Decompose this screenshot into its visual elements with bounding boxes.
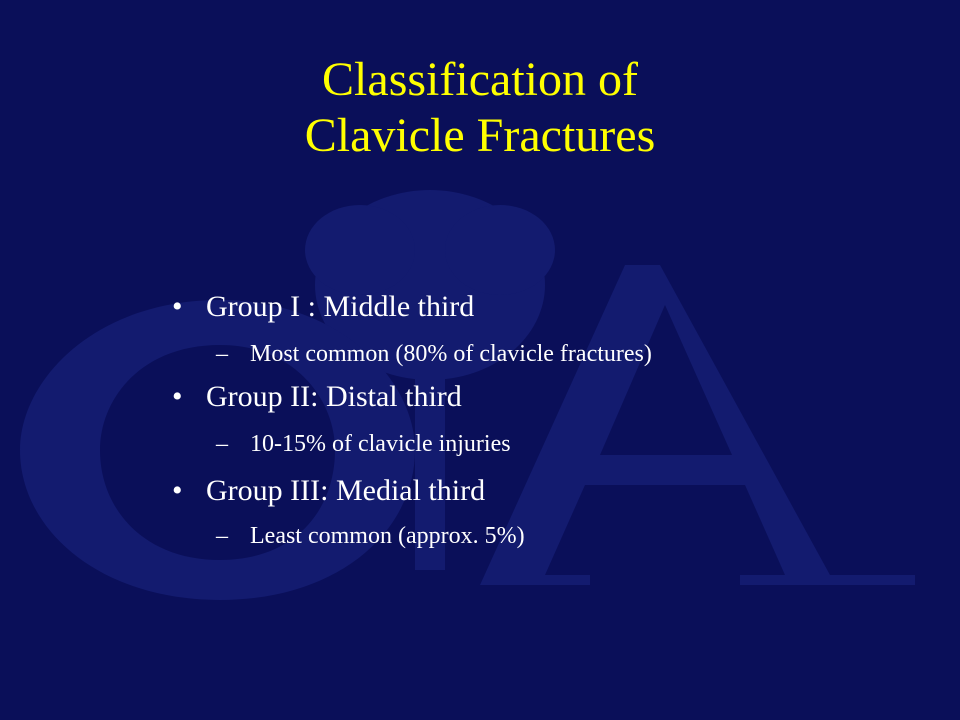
bullet-label: Group I : Middle third — [206, 290, 475, 323]
sub-item-text: Least common (approx. 5%) — [250, 523, 525, 549]
bullet-label: Group II: Distal third — [206, 380, 462, 413]
dash-marker: – — [216, 431, 228, 457]
bullet-marker: • — [172, 380, 183, 413]
sub-item-text: Most common (80% of clavicle fractures) — [250, 341, 652, 367]
bullet-marker: • — [172, 474, 183, 507]
title-line-1: Classification of — [322, 53, 638, 106]
title-line-2: Clavicle Fractures — [304, 109, 656, 162]
bullet-marker: • — [172, 290, 183, 323]
sub-item-text: 10-15% of clavicle injuries — [250, 431, 511, 457]
dash-marker: – — [216, 341, 228, 367]
bullet-label: Group III: Medial third — [206, 474, 486, 507]
dash-marker: – — [216, 523, 228, 549]
